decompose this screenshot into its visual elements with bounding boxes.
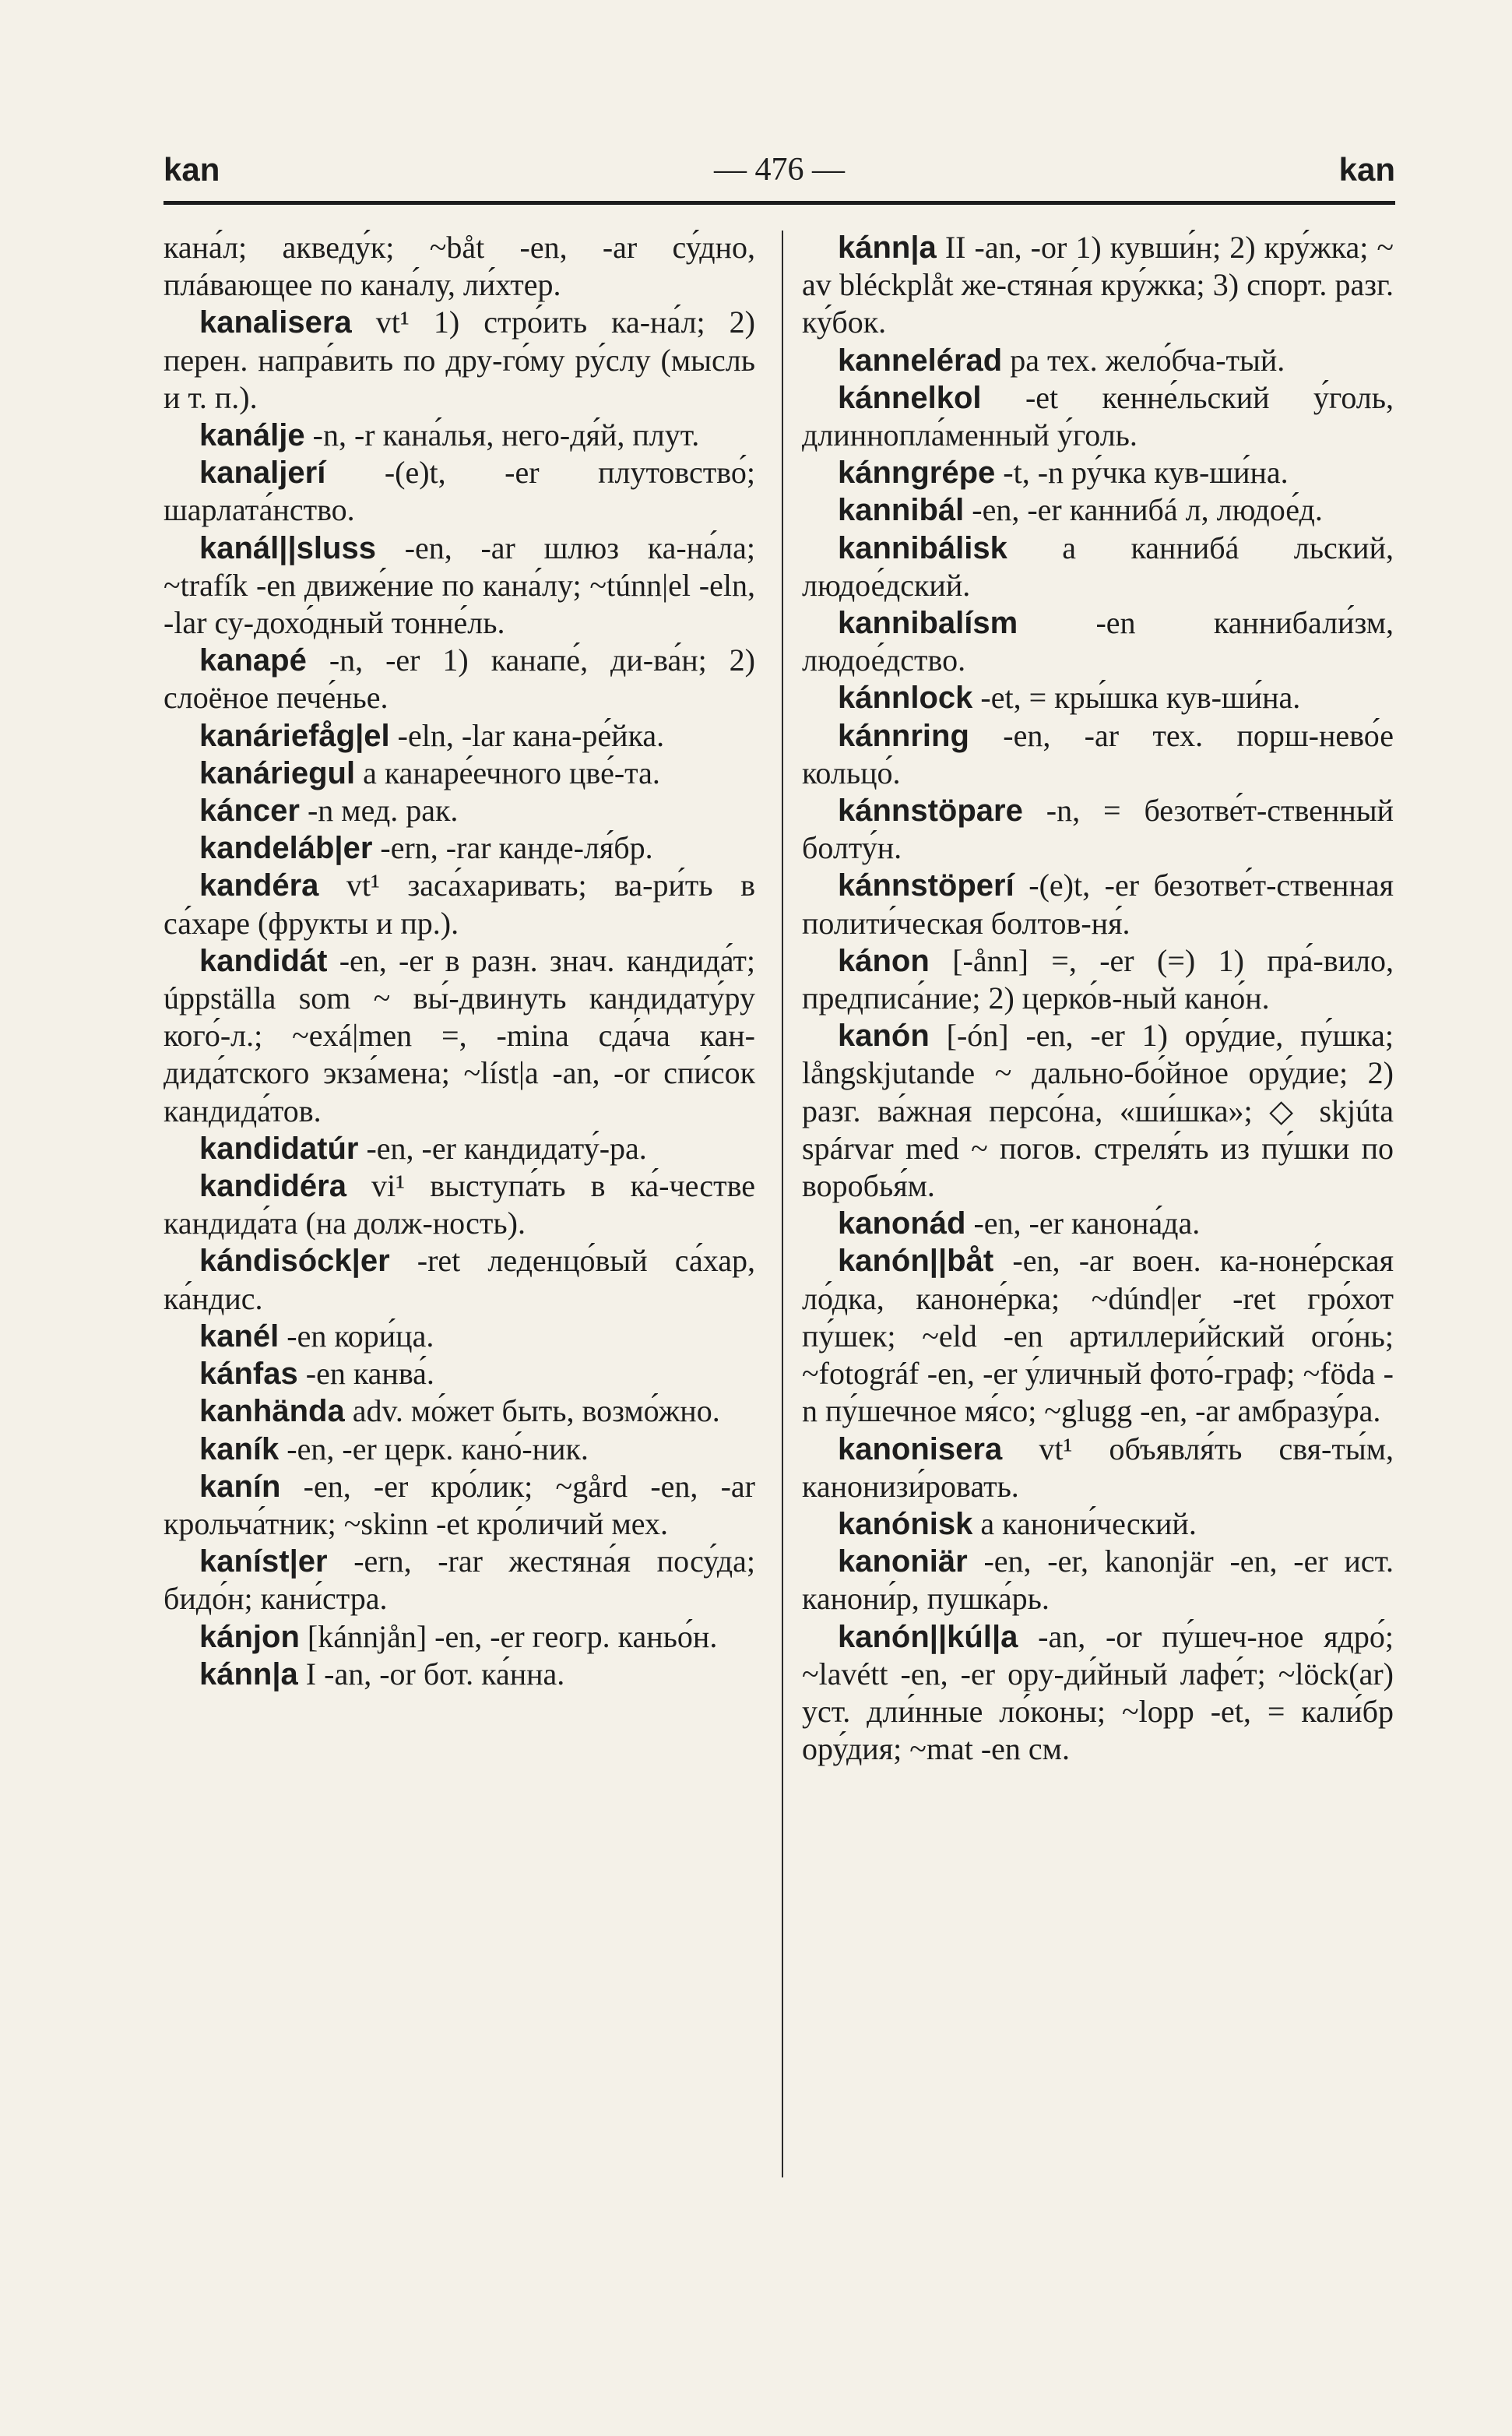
dictionary-entry	[802, 1543, 1394, 1618]
left-column	[164, 229, 755, 1693]
running-head-left: kan	[164, 151, 220, 188]
entry-headword: kánfas	[199, 1357, 298, 1392]
dictionary-entry	[164, 1242, 755, 1317]
page-number: — 476 —	[714, 152, 845, 188]
dictionary-entry	[802, 491, 1394, 529]
entry-definition: vt¹ заса́харивать; ва-ри́ть в са́харе (фрукты и пр.).	[164, 868, 755, 941]
entry-definition: [kánnjån] -en, -er геогр. каньо́н.	[307, 1618, 718, 1654]
entry-headword: kanón||båt	[838, 1244, 994, 1279]
dictionary-entry	[164, 1318, 755, 1355]
entry-headword: kánnstöperí	[838, 868, 1014, 903]
entry-headword: kaníst|er	[199, 1544, 328, 1579]
dictionary-entry	[164, 530, 755, 642]
dictionary-entry	[802, 379, 1394, 454]
dictionary-entry	[164, 867, 755, 942]
entry-definition: [-ånn] =, -er (=) 1) пра́-вило, предписа́ние; 2) церко́в-ный кано́н.	[802, 942, 1394, 1016]
entry-definition: adv. мо́жет быть, возмо́жно.	[352, 1393, 720, 1429]
entry-definition: -en, -ar шлюз ка-на́ла; ~trafík -en движе́ние по кана́лу; ~túnn|el -eln, -lar су-дохо́дный тонне́ль.	[164, 530, 756, 641]
dictionary-entry	[802, 792, 1394, 867]
entry-definition: a канони́ческий.	[980, 1505, 1197, 1541]
entry-definition: vt¹ объявля́ть свя-ты́м, канонизи́ровать.	[802, 1431, 1394, 1504]
entry-definition: I -an, -or бот. ка́нна.	[305, 1656, 565, 1691]
dictionary-entry	[164, 755, 755, 792]
entry-headword: kanón||kúl|a	[838, 1619, 1018, 1654]
entry-headword: kánnstöpare	[838, 794, 1023, 829]
entry-definition: -en канва́.	[305, 1356, 434, 1392]
header-rule	[164, 201, 1395, 205]
dictionary-entry	[164, 1618, 755, 1656]
dictionary-entry	[802, 1618, 1394, 1769]
entry-headword: kanoniär	[838, 1544, 968, 1579]
entry-headword: kanaljerí	[199, 456, 326, 491]
entry-headword: kanhända	[199, 1394, 345, 1429]
entry-headword: kandéra	[199, 868, 319, 903]
entry-definition: -ret леденцо́вый са́хар, ка́ндис.	[164, 1243, 755, 1316]
dictionary-entry	[164, 1130, 755, 1167]
entry-headword: kánjon	[199, 1619, 300, 1654]
entry-headword: kanálje	[199, 418, 305, 453]
dictionary-entry	[802, 1205, 1394, 1242]
dictionary-entry	[802, 1431, 1394, 1505]
entry-definition: -en каннибали́зм, людое́дство.	[802, 605, 1394, 678]
dictionary-entry	[802, 942, 1394, 1017]
entry-headword: kandidát	[199, 943, 328, 978]
entry-definition: -(e)t, -er плутовство́; шарлата́нство.	[164, 455, 756, 528]
dictionary-entry	[802, 1242, 1394, 1430]
entry-headword: kanél	[199, 1318, 280, 1354]
entry-headword: kanón	[838, 1019, 930, 1054]
entry-definition: -en, -er церк. кано́-ник.	[287, 1431, 589, 1466]
entry-definition: -n мед. рак.	[307, 793, 459, 829]
entry-headword: kándisóck|er	[199, 1244, 390, 1279]
entry-definition: -n, -r кана́лья, него-дя́й, плут.	[312, 417, 700, 453]
dictionary-entry	[164, 942, 755, 1130]
entry-headword: kannibál	[838, 493, 965, 528]
entry-definition: -en, -ar тех. порш-нево́е кольцо́.	[802, 717, 1394, 790]
column-divider	[782, 231, 783, 2177]
entry-definition: a каннибá льский, людое́дский.	[802, 530, 1394, 603]
entry-headword: kanapé	[199, 643, 307, 678]
entry-definition: -eln, -lar кана-ре́йка.	[397, 717, 665, 753]
dictionary-entry	[164, 1355, 755, 1392]
dictionary-entry	[802, 229, 1394, 342]
dictionary-entry	[802, 604, 1394, 679]
entry-definition: -n, -er 1) канапе́, ди-ва́н; 2) слоёное пече́нье.	[164, 642, 755, 716]
entry-headword: kaník	[199, 1431, 280, 1466]
running-head-right: kan	[1338, 151, 1395, 188]
entry-headword: kanonád	[838, 1206, 966, 1241]
entry-definition: -(e)t, -er безотве́т-ственная полити́ческая болтов-ня́.	[802, 868, 1394, 941]
entry-headword: kannibálisk	[838, 530, 1007, 565]
entry-headword: kannibalísm	[838, 606, 1018, 641]
entry-definition: pa тех. жело́бча-тый.	[1010, 342, 1285, 378]
entry-definition: -ern, -rar жестяна́я посу́да; бидо́н; кани́стра.	[164, 1544, 755, 1617]
entry-headword: kandeláb|er	[199, 831, 373, 866]
dictionary-entry	[164, 1392, 755, 1430]
entry-headword: kánn|a	[838, 231, 937, 265]
entry-headword: kandidatúr	[199, 1131, 359, 1166]
dictionary-entry	[802, 530, 1394, 604]
entry-definition: -en, -er, kanonjär -en, -er ист. канони́р, пушка́рь.	[802, 1544, 1394, 1617]
dictionary-entry	[164, 1656, 755, 1693]
entry-headword: kanín	[199, 1469, 281, 1504]
entry-definition: кана́л; акведу́к; ~båt -en, -ar су́дно, плáвающее по кана́лу, ли́хтер.	[164, 230, 755, 303]
right-column	[802, 229, 1394, 1768]
entry-definition: [-ón] -en, -er 1) ору́дие, пу́шка; långskjutande ~ дально-бо́йное ору́дие; 2) разг. ва́жная персо́на, «ши́шка»; ◇ skjúta spárvar med ~ погов. стреля́ть из пу́шки по воробья́м.	[802, 1018, 1394, 1204]
entry-definition: vt¹ 1) стро́ить ка-на́л; 2) перен. напра́вить по дру-го́му ру́слу (мысль и т. п.).	[164, 304, 755, 415]
entry-definition: a канаре́ечного цве́-та.	[363, 755, 660, 790]
entry-headword: kánnlock	[838, 681, 973, 716]
page-header	[164, 150, 1395, 198]
entry-headword: kánn|a	[199, 1656, 298, 1691]
dictionary-entry	[802, 1017, 1394, 1205]
dictionary-entry	[802, 679, 1394, 716]
dictionary-entry	[164, 1543, 755, 1618]
entry-definition: II -an, -or 1) кувши́н; 2) кру́жка; ~ av bléckplåt же-стяна́я кру́жка; 3) спорт. разг. ку́бок.	[802, 230, 1394, 340]
entry-definition: -en, -er канона́да.	[973, 1206, 1201, 1241]
entry-headword: kanónisk	[838, 1506, 973, 1541]
dictionary-entry	[164, 229, 755, 304]
dictionary-entry	[802, 867, 1394, 942]
dictionary-entry	[164, 1468, 755, 1543]
entry-headword: kánnring	[838, 718, 969, 753]
entry-definition: -t, -n ру́чка кув-ши́на.	[1003, 455, 1289, 491]
entry-headword: kanalisera	[199, 305, 352, 340]
entry-headword: kánon	[838, 943, 930, 978]
dictionary-entry	[802, 454, 1394, 491]
dictionary-entry	[164, 717, 755, 755]
dictionary-entry	[164, 417, 755, 454]
entry-headword: kanáriefåg|el	[199, 718, 390, 753]
entry-headword: kánnelkol	[838, 380, 982, 415]
entry-headword: káncer	[199, 794, 300, 829]
entry-definition: vi¹ выступа́ть в ка́-честве кандида́та (на долж-ность).	[164, 1168, 755, 1241]
dictionary-entry	[164, 1167, 755, 1242]
dictionary-entry	[164, 1431, 755, 1468]
dictionary-entry	[802, 342, 1394, 379]
entry-definition: -et, = кры́шка кув-ши́на.	[980, 680, 1301, 716]
dictionary-entry	[802, 1505, 1394, 1543]
entry-definition: -en, -ar воен. ка-ноне́рская ло́дка, каноне́рка; ~dúnd|er -ret гро́хот пу́шек; ~eld -en артиллери́йский ого́нь; ~fotográf -en, -er у́личный фото́-граф; ~föda -n пу́шечное мя́со; ~glugg -en, -ar амбразу́ра.	[802, 1243, 1394, 1429]
entry-definition: -ern, -rar канде-ля́бр.	[380, 830, 653, 866]
entry-headword: kanáriegul	[199, 755, 356, 790]
entry-definition: -en, -er кандидату́-ра.	[366, 1130, 647, 1166]
entry-headword: kánngrépe	[838, 456, 996, 491]
entry-definition: -n, = безотве́т-ственный болту́н.	[802, 793, 1394, 866]
dictionary-entry	[164, 642, 755, 716]
entry-definition: -en, -er каннибá л, людое́д.	[972, 492, 1323, 528]
entry-definition: -en, -er кро́лик; ~gård -en, -ar крольча́тник; ~skinn -et кро́личий мех.	[164, 1468, 755, 1541]
dictionary-entry	[164, 829, 755, 867]
entry-definition: -et кенне́льский у́голь, длиннопла́менный у́голь.	[802, 379, 1394, 453]
entry-definition: -an, -or пу́шеч-ное ядро́; ~lavétt -en, -er ору-ди́йный лафе́т; ~löck(ar) уст. дли́нные ло́коны; ~lopp -et, = кали́бр ору́дия; ~mat -en см.	[802, 1618, 1394, 1767]
dictionary-entry	[802, 717, 1394, 792]
entry-headword: kanonisera	[838, 1431, 1003, 1466]
entry-definition: -en, -er в разн. знач. кандида́т; úppställa som ~ вы́-двинуть кандидату́ру кого́-л.; ~exá|men =, -mina сда́ча кан-дида́тского экза́мена; ~líst|a -an, -or спи́сок кандида́тов.	[164, 942, 755, 1128]
entry-headword: kandidéra	[199, 1169, 346, 1204]
entry-headword: kannelérad	[838, 343, 1003, 378]
dictionary-entry	[164, 304, 755, 417]
entry-headword: kanál||sluss	[199, 530, 376, 565]
dictionary-entry	[164, 454, 755, 529]
dictionary-entry	[164, 792, 755, 829]
entry-definition: -en кори́ца.	[287, 1318, 434, 1354]
